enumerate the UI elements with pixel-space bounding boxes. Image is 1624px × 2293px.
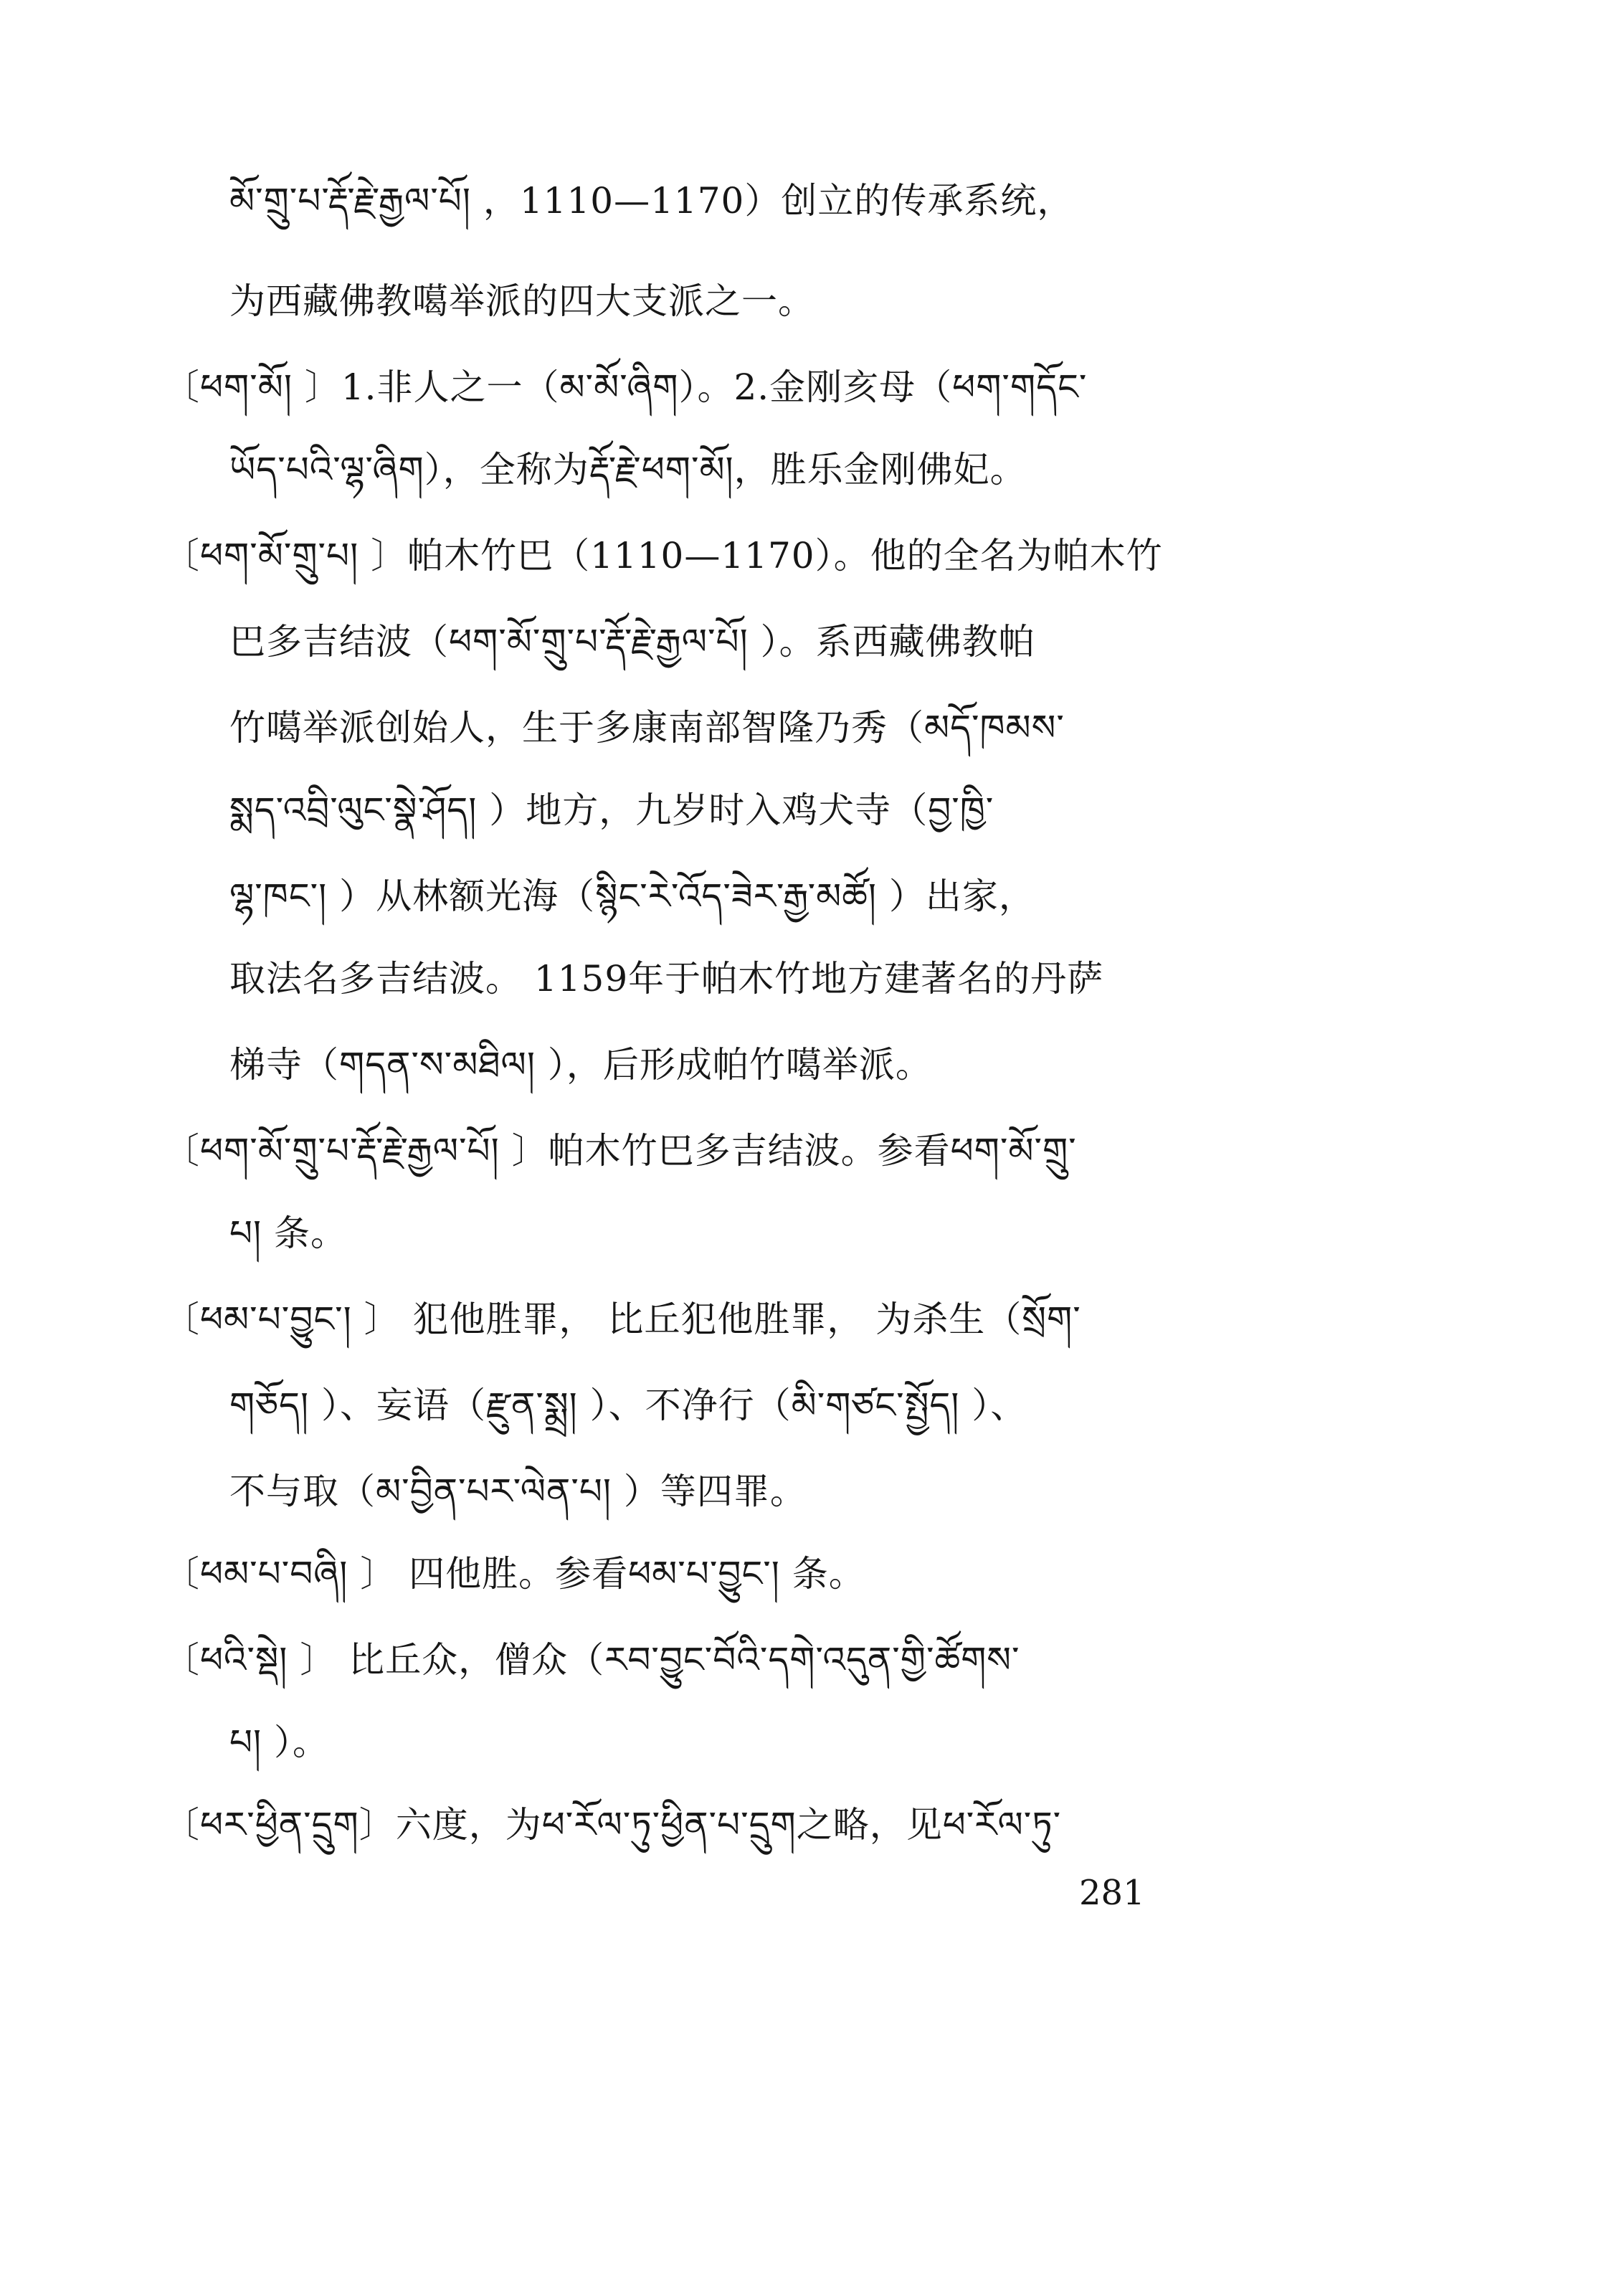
entry-line: 〔ཕག་མོ་གྲུ་པ། 〕帕木竹巴（1110—1170）。他的全名为帕木竹 [163, 535, 1163, 576]
entry-line: 〔ཕའི་སྡེ། 〕 比丘众，僧众（རབ་བྱུང་བོའི་དགེ་འདུན་གྱི་ཚོགས་ [163, 1639, 1020, 1681]
text-line: པ། ）。 [229, 1722, 330, 1763]
text-line: 为西藏佛教噶举派的四大支派之一。 [229, 280, 815, 322]
text-line: ཡོད་པའི་ལྷ་ཞིག），全称为རྡོ་རྗེ་ཕག་མོ།，胜乐金刚佛妃。 [229, 449, 1027, 490]
entry-line: 〔ཕམ་པ་བྱུང་། 〕 犯他胜罪， 比丘犯他胜罪， 为杀生（སྲོག་ [163, 1299, 1081, 1340]
text-line: སྨད་འབྲི་ལུང་སྣེ་ཤོད། ）地方，九岁时入鸡犬寺（བྱ་ཁྱི་ [229, 789, 994, 831]
page-number: 281 [1079, 1873, 1145, 1913]
text-line: མོ་གྲུ་པ་རྡོ་རྗེ་རྒྱལ་པོ། ，1110—1170）创立的传承系统， [229, 180, 1074, 222]
entry-line: 〔ཕམ་པ་བཞི། 〕 四他胜。参看ཕམ་པ་བྱུང་། 条。 [163, 1553, 865, 1595]
text-line: པ། 条。 [229, 1212, 348, 1254]
entry-line: 〔ཕག་མོ། 〕1.非人之一（མ་མོ་ཞིག）。2.金刚亥母（ཕག་གདོང་ [163, 366, 1088, 408]
text-line: ལྷ་ཁང་། ）从林额光海（སྙིང་རེ་འོད་ཟེར་རྒྱ་མཚོ། ）出家， [229, 875, 1035, 917]
text-line: གཅོད། ）、妄语（རྫུན་སྨྲ། ）、不净行（མི་གཙང་སྤྱོད། ）、 [229, 1385, 1027, 1426]
text-line: 梯寺（གདན་ས་མཐིལ། ），后形成帕竹噶举派。 [229, 1044, 932, 1086]
text-line: 不与取（མ་བྱིན་པར་ལེན་པ། ）等四罪。 [229, 1471, 807, 1512]
text-line: 取法名多吉结波。 1159年于帕木竹地方建著名的丹萨 [229, 958, 1104, 1000]
entry-line: 〔ཕར་ཕྱིན་དྲུག〕六度，为ཕ་རོལ་ཏུ་ཕྱིན་པ་དྲུག之略，见ཕ་རོལ་ཏུ་ [163, 1804, 1062, 1846]
entry-line: 〔ཕག་མོ་གྲུ་པ་རྡོ་རྗེ་རྒྱལ་པོ། 〕帕木竹巴多吉结波。参看ཕག་མོ་གྲུ་ [163, 1130, 1077, 1172]
text-line: 竹噶举派创始人，生于多康南部智隆乃秀（མདོ་ཁམས་ [229, 707, 1065, 749]
text-line: 巴多吉结波（ཕག་མོ་གྲུ་པ་རྡོ་རྗེ་རྒྱལ་པོ། ）。系西藏佛教帕 [229, 621, 1035, 663]
